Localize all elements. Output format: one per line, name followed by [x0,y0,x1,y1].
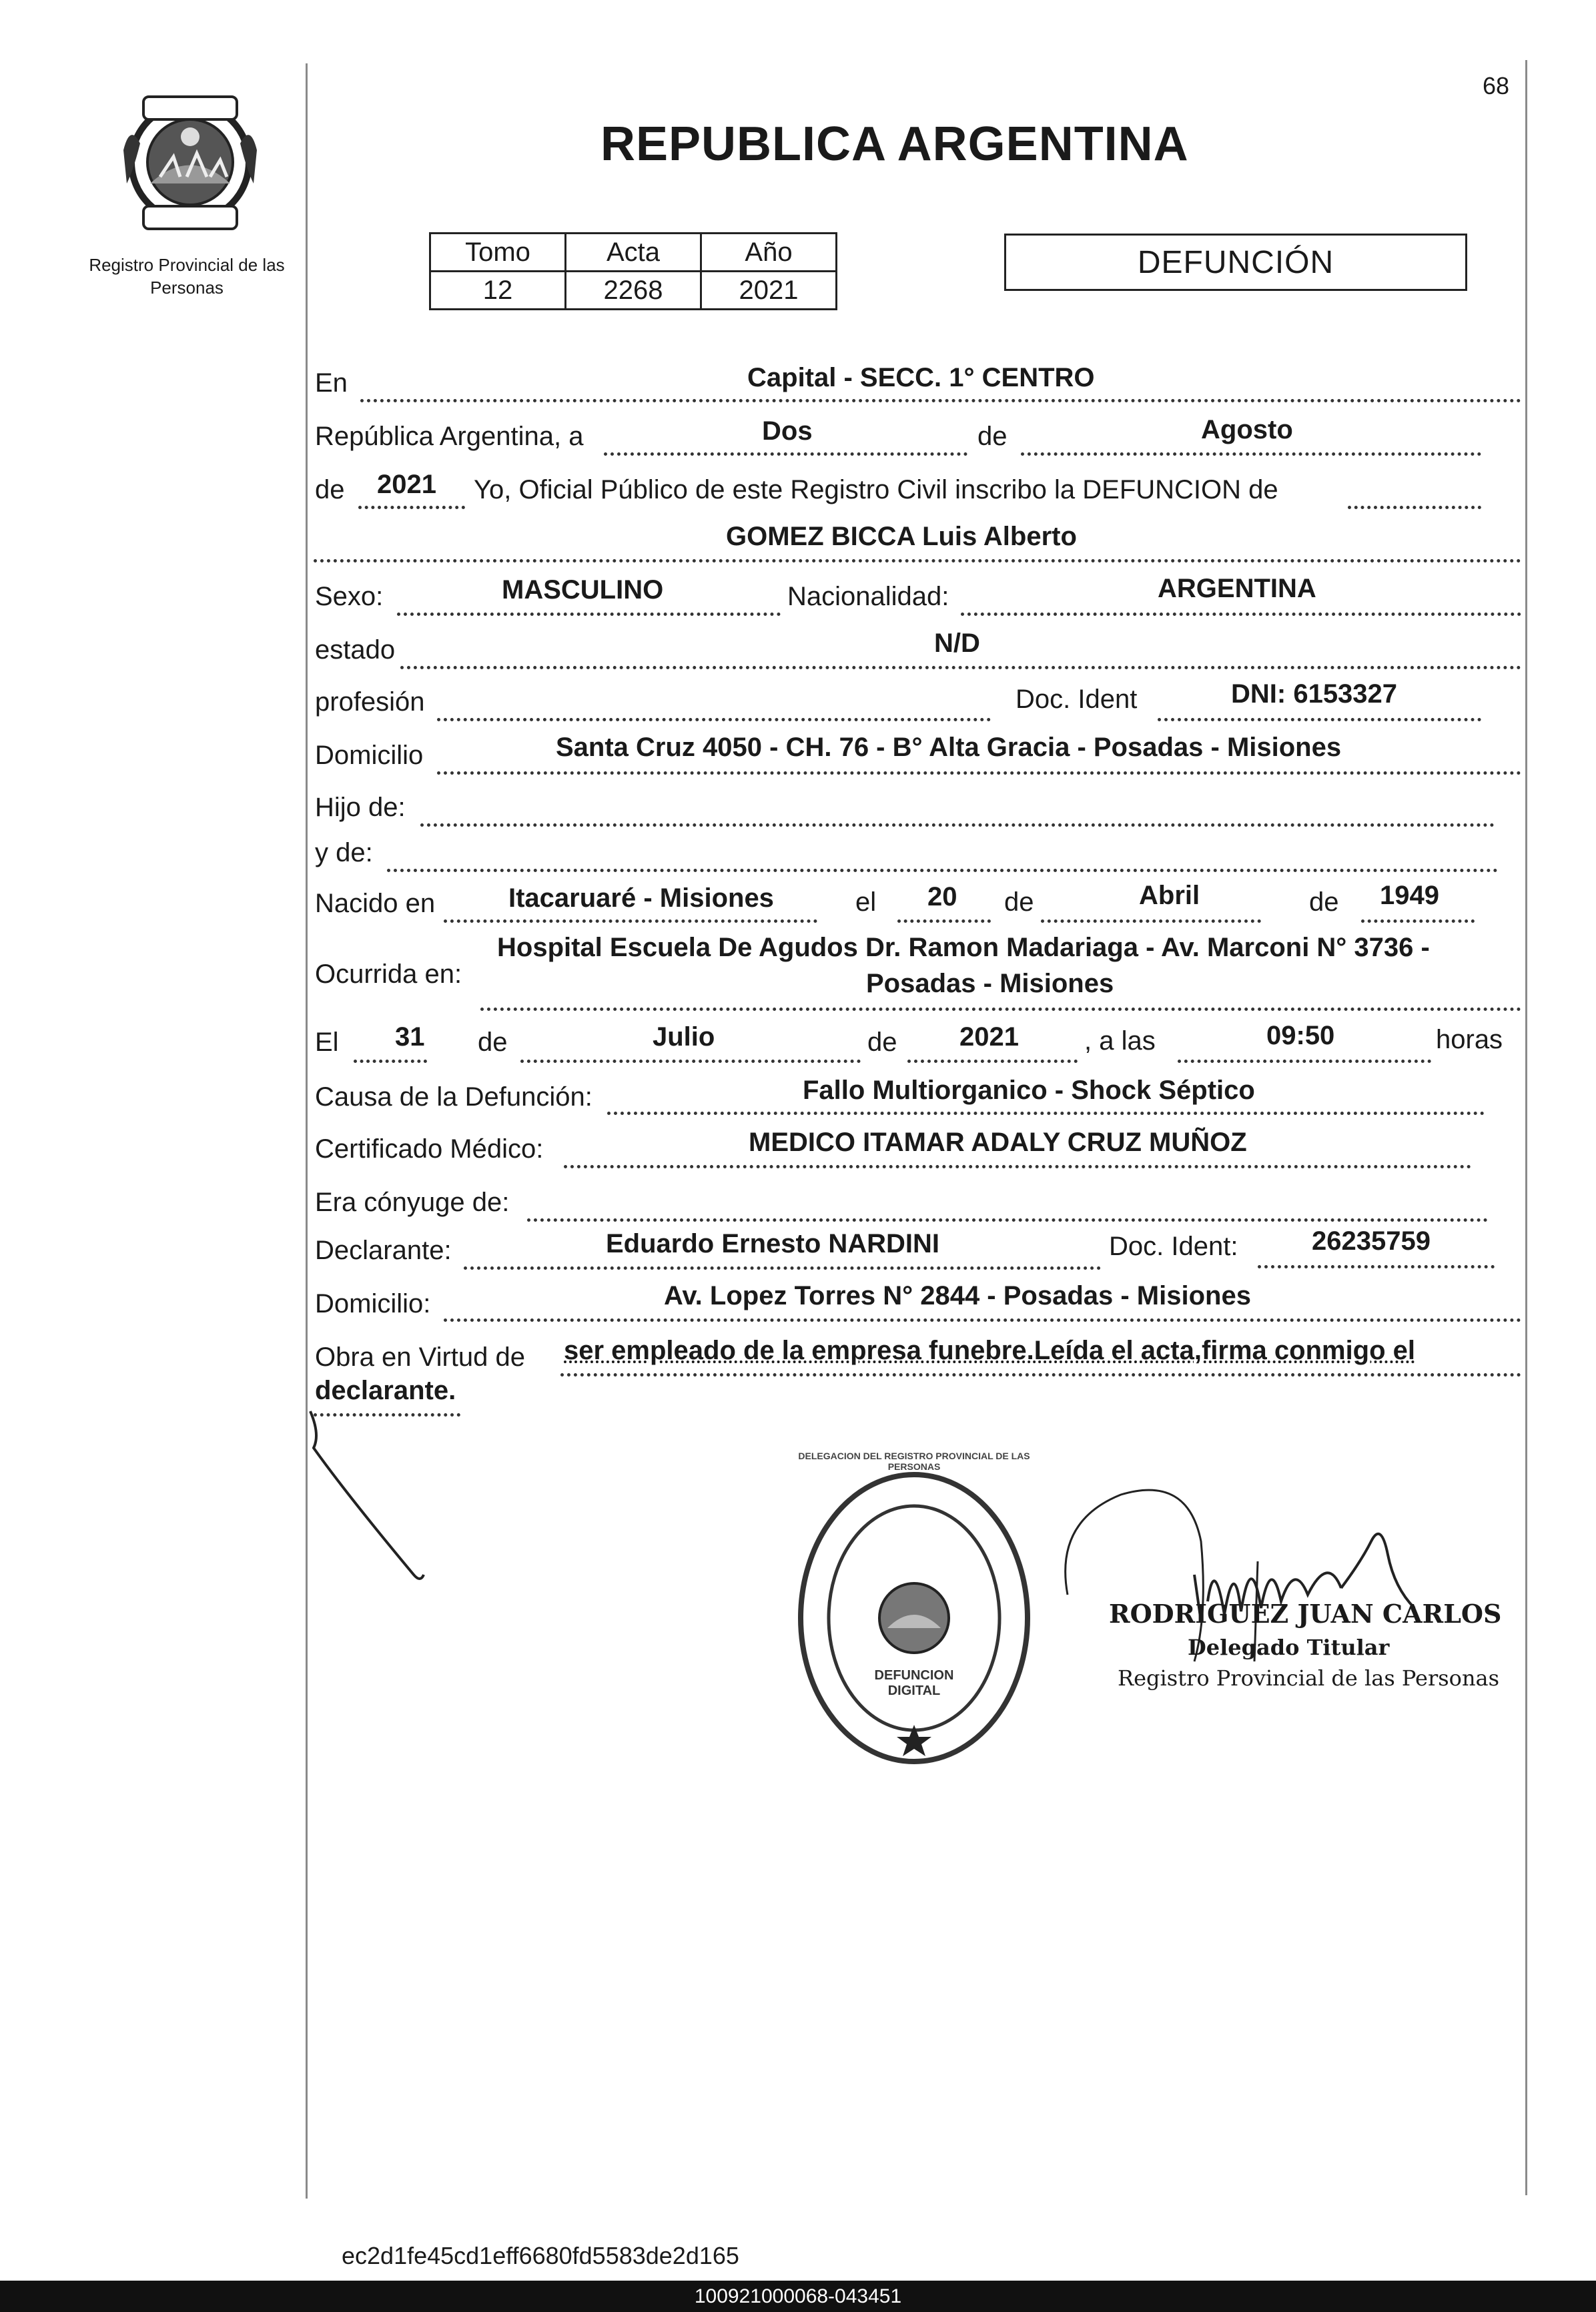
label-horas: horas [1436,1025,1503,1054]
label-nacionalidad: Nacionalidad: [787,582,949,611]
right-margin-line [1525,60,1527,2195]
value-causa: Fallo Multiorganico - Shock Séptico [803,1076,1255,1105]
value-fallecio-hora: 09:50 [1266,1021,1335,1050]
value-dia: Dos [762,416,813,446]
label-a-las: , a las [1084,1026,1156,1056]
label-declarante-domicilio: Domicilio: [315,1289,431,1318]
label-de-nacido-anio: de [1309,887,1339,917]
barcode-strip [0,2281,1596,2312]
acta-value: 2268 [566,272,701,310]
value-ocurrida-linea1: Hospital Escuela De Agudos Dr. Ramon Madariaga - Av. Marconi N° 3736 - [497,933,1430,962]
record-kind-box [1004,234,1467,291]
value-mes: Agosto [1201,415,1293,444]
label-declarante-doc: Doc. Ident: [1109,1232,1238,1261]
field-obra-linea1 [560,1340,1521,1377]
province-seal-icon [113,83,267,237]
record-reference-table [429,232,837,310]
field-y-de [387,835,1498,872]
value-fallecio-dia: 31 [395,1022,425,1052]
value-nacido-lugar: Itacaruaré - Misiones [508,883,774,913]
label-obra: Obra en Virtud de [315,1342,526,1372]
value-domicilio: Santa Cruz 4050 - CH. 76 - B° Alta Gracia - Posadas - Misiones [556,733,1342,762]
label-profesion: profesión [315,687,425,717]
document-hash: ec2d1fe45cd1eff6680fd5583de2d165 [342,2242,739,2269]
label-de-anio: de [315,475,345,504]
province-seal-logo [113,83,267,237]
signer-role: Delegado Titular [1188,1635,1390,1660]
value-fallecio-anio: 2021 [959,1022,1019,1052]
acta-header: Acta [566,234,701,272]
label-y-de: y de: [315,838,373,867]
stamp-inner-text: DEFUNCION DIGITAL [874,1668,954,1698]
label-declarante: Declarante: [315,1236,452,1265]
value-fallecio-mes: Julio [653,1022,715,1052]
value-nacido-mes: Abril [1139,881,1200,910]
signer-office: Registro Provincial de las Personas [1118,1665,1500,1691]
value-nombre: GOMEZ BICCA Luis Alberto [726,522,1077,551]
label-el: el [855,887,877,917]
label-de-mes: de [977,422,1008,451]
value-obra-linea2: declarante. [315,1376,456,1405]
office-caption: Registro Provincial de las Personas [89,255,285,298]
label-certificado: Certificado Médico: [315,1134,544,1164]
value-nacido-dia: 20 [927,882,957,911]
record-kind: DEFUNCIÓN [1137,244,1334,280]
signer-name: RODRIGUEZ JUAN CARLOS [1109,1599,1502,1629]
value-nacionalidad: ARGENTINA [1158,574,1316,603]
official-stamp-icon [794,1468,1034,1768]
field-hijo-de [420,790,1495,827]
label-ocurrida-en: Ocurrida en: [315,959,462,989]
label-conyuge: Era cónyuge de: [315,1188,510,1217]
label-sexo: Sexo: [315,582,384,611]
label-de-fallecio-anio: de [867,1028,897,1057]
value-nacido-anio: 1949 [1380,881,1439,910]
value-estado: N/D [934,629,980,658]
left-margin-line [306,63,308,2199]
label-domicilio: Domicilio [315,741,424,770]
label-de-nacido-mes: de [1004,887,1034,917]
label-republica: República Argentina, a [315,422,584,451]
value-obra-linea1: ser empleado de la empresa funebre.Leída el acta,firma conmigo el [564,1336,1416,1365]
anio-value: 2021 [701,272,837,310]
field-inscribo-tail [1348,472,1481,509]
label-causa: Causa de la Defunción: [315,1082,592,1112]
value-lugar: Capital - SECC. 1° CENTRO [747,363,1095,392]
tomo-value: 12 [430,272,566,310]
barcode-text: 100921000068-043451 [694,2285,902,2307]
value-declarante: Eduardo Ernesto NARDINI [606,1229,940,1258]
page-title: REPUBLICA ARGENTINA [601,117,1189,171]
label-el-fecha: El [315,1028,339,1057]
page-number: 68 [1483,72,1510,99]
closing-pen-stroke [307,1408,440,1588]
label-doc-ident: Doc. Ident [1016,685,1138,714]
value-anio: 2021 [377,470,436,499]
value-sexo: MASCULINO [502,575,664,605]
value-ocurrida-linea2: Posadas - Misiones [866,969,1114,998]
anio-header: Año [701,234,837,272]
label-estado: estado [315,635,396,665]
stamp-ring-text: DELEGACION DEL REGISTRO PROVINCIAL DE LAS PERSONAS [798,1451,1030,1472]
official-stamp [794,1451,1034,1768]
field-profesion [437,685,991,721]
label-inscribo: Yo, Oficial Público de este Registro Civil inscribo la DEFUNCION de [474,475,1278,504]
label-nacido-en: Nacido en [315,889,436,918]
value-certificado: MEDICO ITAMAR ADALY CRUZ MUÑOZ [749,1128,1247,1157]
label-de-fallecio-mes: de [478,1028,508,1057]
label-en: En [315,368,348,398]
value-declarante-doc: 26235759 [1312,1226,1431,1256]
label-hijo-de: Hijo de: [315,793,406,822]
tomo-header: Tomo [430,234,566,272]
field-conyuge [527,1185,1488,1222]
field-ocurrida [480,974,1521,1011]
value-declarante-domicilio: Av. Lopez Torres N° 2844 - Posadas - Misiones [664,1281,1251,1310]
handwritten-signature [1041,1441,1455,1735]
value-doc-ident: DNI: 6153327 [1231,679,1398,709]
